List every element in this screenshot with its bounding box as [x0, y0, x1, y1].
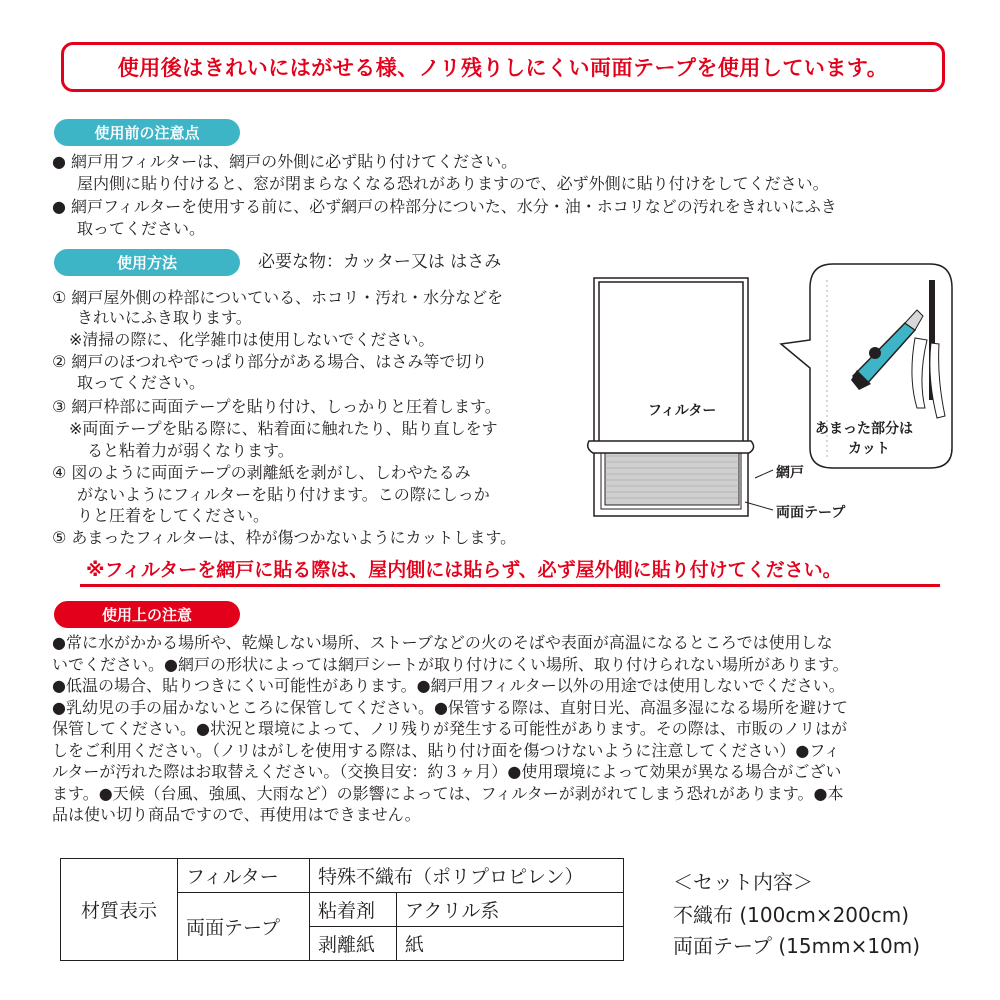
installation-diagram — [575, 258, 975, 533]
usage-heading: 使用方法 — [54, 249, 240, 276]
cut-label-2: カット — [848, 441, 890, 457]
tape-label: 両面テープ — [776, 505, 846, 521]
materials-heading: 材質表示 — [61, 859, 178, 961]
materials-table — [60, 858, 624, 961]
precaution-line: 屋内側に貼り付けると、窓が閉まらなくなる恐れがありますので、必ず外側に貼り付けをしてください。 — [77, 174, 829, 193]
usage-step: がないようにフィルターを貼り付けます。この際にしっか — [77, 485, 490, 504]
caution-line: ●低温の場合、貼りつきにくい可能性があります。●網戸用フィルター以外の用途では使用しないでください。 — [52, 676, 845, 695]
usage-step: りと圧着をしてください。 — [77, 506, 270, 525]
caution-line: ●乳幼児の手の届かないところに保管してください。●保管する際は、直射日光、高温多湿になる場所を避けて — [52, 697, 848, 717]
usage-step: ④ 図のように両面テープの剥離紙を剥がし、しわやたるみ — [52, 463, 471, 482]
set-item: 不織布 (100cm×200cm) — [673, 903, 910, 927]
material-filter: フィルター — [178, 859, 310, 893]
caution-line: ●常に水がかかる場所や、乾燥しない場所、ストーブなどの火のそばや表面が高温になるところでは使用しな — [52, 633, 833, 652]
material-filter-value: 特殊不織布（ポリプロピレン） — [310, 859, 624, 893]
banner-text: 使用後はきれいにはがせる様、ノリ残りしにくい両面テープを使用しています。 — [117, 56, 889, 80]
usage-note: ※清掃の際に、化学雑巾は使用しないでください。 — [69, 330, 435, 349]
cautions-heading: 使用上の注意 — [54, 601, 240, 628]
set-item: 両面テープ (15mm×10m) — [673, 934, 921, 958]
usage-note: ると粘着力が弱くなります。 — [87, 441, 294, 460]
cut-label-1: あまった部分は — [815, 421, 913, 437]
top-banner — [61, 42, 945, 92]
install-warning: ※フィルターを網戸に貼る際は、屋内側には貼らず、必ず屋外側に貼り付けてください。 — [86, 559, 842, 581]
material-tape: 両面テープ — [178, 893, 310, 961]
cautions-paragraph — [52, 632, 972, 826]
usage-step: ⑤ あまったフィルターは、枠が傷つかないようにカットします。 — [52, 528, 517, 547]
caution-line: いでください。●網戸の形状によっては網戸シートが取り付けにくい場所、取り付けられない場所があります。 — [52, 654, 849, 674]
material-release-value: 紙 — [397, 927, 624, 961]
precaution-line: ● 網戸フィルターを使用する前に、必ず網戸の枠部分についた、水分・油・ホコリなどの汚れをきれいにふき — [52, 197, 837, 216]
precaution-line: 取ってください。 — [77, 219, 206, 238]
filter-label: フィルター — [648, 403, 717, 419]
filter-roll — [588, 441, 754, 453]
caution-line: 保管してください。●状況と環境によって、ノリ残りが発生する可能性があります。その際は、市販のノリはが — [52, 719, 848, 738]
needed-items: 必要な物：カッター又は はさみ — [258, 252, 502, 272]
usage-step: きれいにふき取ります。 — [77, 308, 252, 327]
screen-label: 網戸 — [776, 465, 804, 481]
usage-note: ※両面テープを貼る際に、粘着面に触れたり、貼り直しをす — [69, 419, 498, 438]
usage-step: ① 網戸屋外側の枠部についている、ホコリ・汚れ・水分などを — [52, 288, 504, 307]
material-adhesive: 粘着剤 — [310, 893, 397, 927]
caution-line: 品は使い切り商品ですので、再使用はできません。 — [52, 805, 421, 824]
usage-step: ③ 網戸枠部に両面テープを貼り付け、しっかりと圧着します。 — [52, 397, 501, 416]
screen-mesh — [605, 450, 739, 505]
precaution-line: ● 網戸用フィルターは、網戸の外側に必ず貼り付けてください。 — [52, 152, 518, 171]
material-adhesive-value: アクリル系 — [397, 893, 624, 927]
warning-underline — [80, 584, 940, 587]
usage-step: ② 網戸のほつれやでっぱり部分がある場合、はさみ等で切り — [52, 352, 488, 371]
set-title: ＜セット内容＞ — [673, 870, 813, 894]
precautions-heading: 使用前の注意点 — [54, 119, 240, 146]
caution-line: ます。●天候（台風、強風、大雨など）の影響によっては、フィルターが剥がれてしまう恐れがあります。●本 — [52, 783, 844, 803]
usage-step: 取ってください。 — [77, 373, 206, 392]
caution-line: ルターが汚れた際はお取替えください。（交換目安：約３ヶ月）●使用環境によって効果が異なる場合がござい — [52, 762, 842, 781]
filter-sheet — [599, 282, 743, 445]
material-release: 剥離紙 — [310, 927, 397, 961]
caution-line: しをご利用ください。（ノリはがしを使用する際は、貼り付け面を傷つけないように注意してください）●フィ — [52, 740, 841, 760]
